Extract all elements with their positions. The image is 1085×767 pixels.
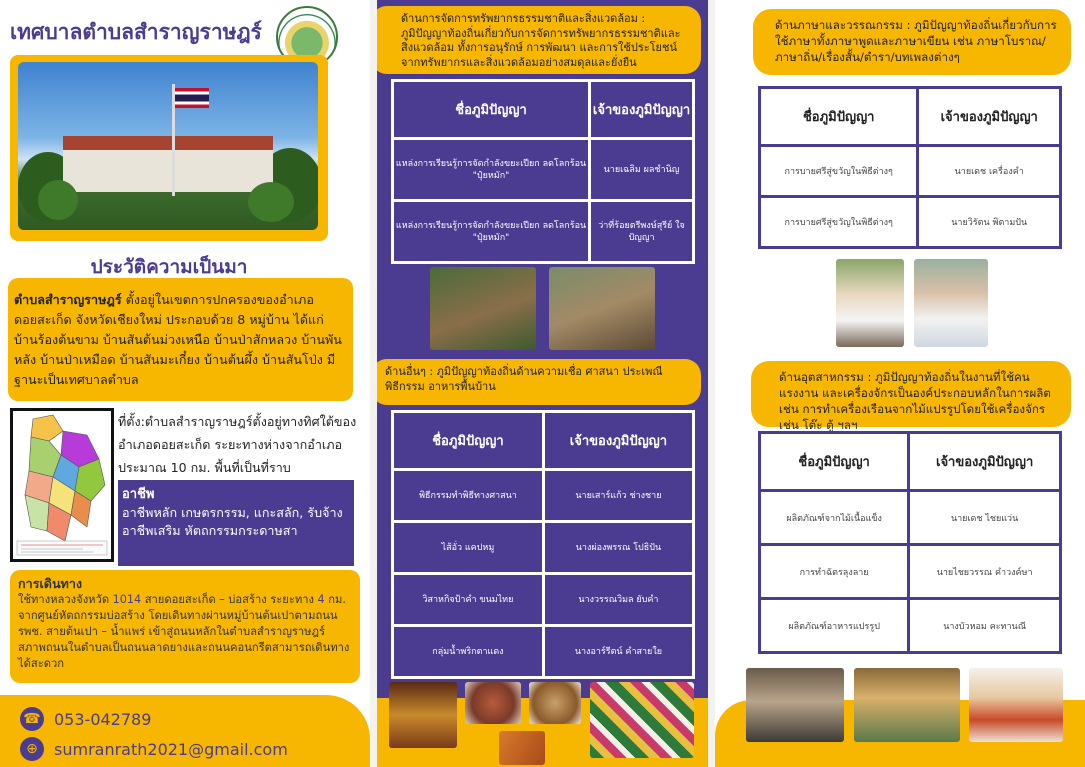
craft-shop-photo	[854, 668, 960, 742]
other-wisdom-box: ด้านอื่นๆ : ภูมิปัญญาท้องถิ่นด้านความเชื่อ ศาสนา ประเพณี พิธีกรรม อาหารพื้นบ้าน	[377, 359, 701, 405]
thai-flag	[175, 88, 209, 108]
table-cell: นายเดช เครื่องคำ	[918, 146, 1061, 197]
table-row	[760, 545, 1061, 599]
phone-contact[interactable]	[20, 707, 151, 731]
snack-photo	[529, 682, 581, 724]
travel-text: กม. จากศูนย์หัตถกรรมบ่อสร้าง โดยเดินทางผ่านหมู่บ้านต้นเปาตามถนน รพช. สายต้นเปา – น้ำแพร่ เข้าสู่ถนนหลักในตำบลสำราญราษฎร์ สภาพถนนในตำบลเป็นถนนลาดยางและถนนคอนกรีตสามารถเดินทางได้สะดวก	[18, 593, 350, 670]
table-cell: การบายศรีสู่ขวัญในพิธีต่างๆ	[760, 197, 918, 248]
table-row	[393, 201, 694, 263]
travel-text: สายดอยสะเก็ด – บ่อสร้าง ระยะทาง	[141, 593, 318, 606]
municipality-building-photo	[18, 62, 318, 230]
table-cell: นายไชยวรรณ คำวงค์ษา	[909, 545, 1061, 599]
history-text: ตั้งอยู่ในเขตการปกครองของอำเภอดอยสะเก็ด จังหวัดเชียงใหม่ ประกอบด้วย 8 หมู่บ้าน ได้แก่ บ้านร้องต้นขาม บ้านสันต้นม่วงเหนือ บ้านป่าสักหลวง บ้านพันหลัง บ้านป่าเหมือด บ้านสันมะเกี๋ยง บ้านต้นผึ้ง บ้านสันโป่ง มีฐานะเป็นเทศบาลตำบล	[14, 292, 342, 387]
table-cell: นายเฉลิม ผลชำนิญ	[590, 139, 694, 201]
table-row	[760, 491, 1061, 545]
table-cell: แหล่งการเรียนรู้การจัดกำลังขยะเปียก ลดโลกร้อน "ปุ๋ยหมัก"	[393, 139, 590, 201]
table-header: เจ้าของภูมิปัญญา	[918, 88, 1061, 146]
page-title: เทศบาลตำบลสำราญราษฎร์	[10, 20, 262, 44]
table-header: ชื่อภูมิปัญญา	[760, 433, 909, 491]
table-row	[760, 146, 1061, 197]
email-contact[interactable]	[20, 737, 288, 761]
table-row	[393, 139, 694, 201]
industry-wisdom-box: ด้านอุตสาหกรรม : ภูมิปัญญาท้องถิ่นในงานที่ใช้คน แรงงาน และเครื่องจักรเป็นองค์ประกอบหลักในการผลิต เช่น การทำเครื่องเรือนจากไม้แปรรูปโดยใช้เครื่องจักร เช่น โต๊ะ ตู้ ฯลฯ	[751, 361, 1071, 427]
panel-right	[715, 0, 1085, 767]
thai-dessert-photo	[590, 682, 694, 758]
table-row	[760, 197, 1061, 248]
table-header: ชื่อภูมิปัญญา	[760, 88, 918, 146]
globe-icon: ⊕	[20, 737, 44, 761]
workshop-photo	[746, 668, 844, 742]
table-cell: นายวิรัตน พิตามปัน	[918, 197, 1061, 248]
travel-road-number: 1014	[112, 593, 142, 606]
table-header: เจ้าของภูมิปัญญา	[590, 81, 694, 139]
table-cell: การบายศรีสู่ขวัญในพิธีต่างๆ	[760, 146, 918, 197]
table-cell: ว่าที่ร้อยตรีพงษ์สุรีย์ ใจปัญญา	[590, 201, 694, 263]
history-lead: ตำบลสำราญราษฎร์	[14, 292, 122, 307]
travel-km: 4	[317, 593, 325, 606]
pork-crackling-photo	[499, 731, 545, 765]
table-header: เจ้าของภูมิปัญญา	[543, 412, 693, 470]
email-address: sumranrath2021@gmail.com	[54, 739, 288, 759]
language-wisdom-box: ด้านภาษาและวรรณกรรม : ภูมิปัญญาท้องถิ่นเกี่ยวกับการใช้ภาษาทั้งภาษาพูดและภาษาเขียน เช่น ภาษาโบราณ/ภาษาถิ่น/เรื่องสั้น/ตำรา/บทเพลงต่างๆ	[753, 9, 1071, 75]
contact-footer	[0, 695, 370, 767]
table-header: ชื่อภูมิปัญญา	[393, 412, 544, 470]
table-row	[393, 574, 694, 626]
phone-number: 053-042789	[54, 709, 152, 729]
table-cell: นางอาร์รีตน์ คำสายใย	[543, 626, 693, 678]
table-cell: นายเสาร์แก้ว ช่างชาย	[543, 470, 693, 522]
food-product-photo	[969, 668, 1063, 742]
table-cell: ผลิตภัณฑ์อาหารแปรรูป	[760, 599, 909, 653]
environment-wisdom-box: ด้านการจัดการทรัพยากรธรรมชาติและสิ่งแวดล้อม : ภูมิปัญญาท้องถิ่นเกี่ยวกับการจัดการทรัพยากรธรรมชาติและสิ่งแวดล้อม ทั้งการอนุรักษ์ การพัฒนา และการใช้ประโยชน์จากทรัพยากรและสิ่งแวดล้อมอย่างสมดุลและยั่งยืน	[377, 6, 701, 74]
other-wisdom-table	[391, 410, 695, 679]
travel-text: ใช้ทางหลวงจังหวัด	[18, 593, 113, 606]
table-row	[393, 522, 694, 574]
history-box	[8, 278, 353, 401]
district-map	[10, 408, 114, 562]
table-cell: การทำฉัตรลุงลาย	[760, 545, 909, 599]
occupation-box	[118, 480, 354, 566]
table-cell: นางผ่องพรรณ โปธิปัน	[543, 522, 693, 574]
panel-left	[0, 0, 370, 767]
table-row	[760, 599, 1061, 653]
occupation-heading: อาชีพ	[122, 487, 155, 502]
sausage-photo	[465, 682, 521, 724]
table-cell: นางบัวหอม คะทานณี	[909, 599, 1061, 653]
table-cell: นางวรรณวิมล ยับคำ	[543, 574, 693, 626]
table-header: เจ้าของภูมิปัญญา	[909, 433, 1061, 491]
table-cell: พิธีกรรมทำพิธีทางศาสนา	[393, 470, 544, 522]
elder-portrait-photo	[836, 259, 904, 347]
table-row	[393, 626, 694, 678]
table-row	[393, 470, 694, 522]
occupation-extra: อาชีพเสริม หัตถกรรมกระดาษสา	[122, 523, 298, 538]
table-cell: ไส้อั่ว แคปหมู	[393, 522, 544, 574]
industry-wisdom-table	[758, 431, 1062, 654]
temple-ritual-photo	[389, 682, 457, 748]
elder-portrait-photo	[914, 259, 988, 347]
table-cell: กลุ่มน้ำพริกตาแดง	[393, 626, 544, 678]
location-text: ที่ตั้ง:ตำบลสำราญราษฎร์ตั้งอยู่ทางทิศใต้ของอำเภอดอยสะเก็ด ระยะทางห่างจากอำเภอประมาณ 10 กม. พื้นที่เป็นที่ราบ	[118, 414, 357, 475]
history-heading: ประวัติความเป็นมา	[90, 256, 248, 278]
occupation-main: อาชีพหลัก เกษตรกรรม, แกะสลัก, รับจ้าง	[122, 505, 343, 520]
table-cell: นายเดช ไชยแว่น	[909, 491, 1061, 545]
table-cell: แหล่งการเรียนรู้การจัดกำลังขยะเปียก ลดโลกร้อน "ปุ๋ยหมัก"	[393, 201, 590, 263]
panel-middle	[377, 0, 708, 767]
travel-heading: การเดินทาง	[18, 576, 83, 591]
environment-wisdom-table	[391, 79, 695, 264]
table-header: ชื่อภูมิปัญญา	[393, 81, 590, 139]
compost-photo	[430, 267, 536, 350]
table-cell: วิสาหกิจป้าคำ ขนมไทย	[393, 574, 544, 626]
language-wisdom-table	[758, 86, 1062, 249]
phone-icon: ☎	[20, 707, 44, 731]
table-cell: ผลิตภัณฑ์จากไม้เนื้อแข็ง	[760, 491, 909, 545]
compost-photo	[549, 267, 655, 350]
travel-box	[10, 570, 360, 683]
